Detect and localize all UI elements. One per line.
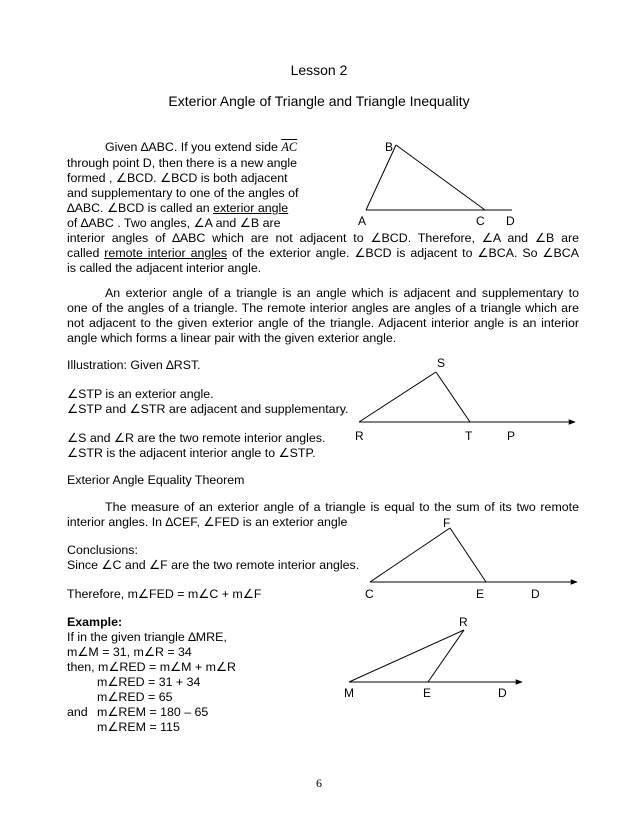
intro-line-6: of ∆ABC . Two angles, ∠A and ∠B are [67, 216, 281, 230]
fig1-label-b: B [385, 140, 394, 154]
fig1-label-a: A [358, 214, 367, 228]
intro-line-9: is called the adjacent interior angle. [67, 261, 262, 275]
segment-st [436, 372, 470, 422]
term-remote-interior-angles: remote interior angles [104, 246, 228, 260]
segment-bc [396, 145, 485, 210]
intro-line-2: through point D, then there is a new angle [67, 156, 298, 170]
theorem-line-1: The measure of an exterior angle of a triangle is equal to the sum of its two remote [105, 500, 579, 514]
example-line-7: m∠REM = 115 [97, 720, 180, 734]
example-line-4: m∠RED = 31 + 34 [97, 675, 201, 689]
example-line-6-prefix: and [67, 705, 88, 719]
illustration-line-3: ∠STP and ∠STR are adjacent and supplementary. [67, 402, 349, 416]
segment-ac: $\overline{AC}$ [281, 140, 298, 154]
fig2-label-p: P [507, 429, 516, 443]
fig4-label-r: R [459, 615, 468, 629]
example-line-3: then, m∠RED = m∠M + m∠R [67, 660, 236, 674]
theorem-line-2: interior angles. In ∆CEF, ∠FED is an exterior angle [67, 515, 348, 529]
illustration-line-1: Illustration: Given ∆RST. [67, 358, 201, 372]
fig4-label-e: E [423, 686, 432, 700]
fig2-label-t: T [465, 429, 473, 443]
illustration-line-2: ∠STP is an exterior angle. [67, 387, 214, 401]
example-title: Example: [67, 615, 123, 629]
definition-line-2: one of the angles of a triangle. The remote interior angles are angles of a triangle which are [67, 301, 579, 315]
intro-line-5: ∆ABC. ∠BCD is called an exterior angle [67, 201, 289, 215]
illustration-line-4: ∠S and ∠R are the two remote interior angles. [67, 431, 326, 445]
conclusion-therefore: Therefore, m∠FED = m∠C + m∠F [67, 587, 262, 601]
intro-line-7: interior angles of ∆ABC which are not adjacent to ∠BCD. Therefore, ∠A and ∠B are [67, 231, 579, 245]
term-exterior-angle: exterior angle [213, 201, 289, 215]
conclusion-since: Since ∠C and ∠F are the two remote interior angles. [67, 558, 360, 572]
segment-mr [349, 630, 464, 682]
triangle-mre-figure [349, 630, 522, 682]
fig4-label-d: D [498, 686, 507, 700]
example-line-5: m∠RED = 65 [97, 690, 173, 704]
intro-line-3: formed , ∠BCD. ∠BCD is both adjacent [67, 171, 288, 185]
fig4-label-m: M [344, 686, 354, 700]
fig1-label-c: C [476, 214, 485, 228]
conclusions-label: Conclusions: [67, 543, 138, 557]
intro-line-8: called remote interior angles of the exterior angle. ∠BCD is adjacent to ∠BCA. So ∠BCA [67, 246, 579, 260]
fig3-label-e: E [476, 587, 485, 601]
illustration-line-5: ∠STR is the adjacent interior angle to ∠STP. [67, 446, 316, 460]
example-line-6: m∠REM = 180 – 65 [97, 705, 209, 719]
example-line-1: If in the given triangle ∆MRE, [67, 630, 227, 644]
fig2-label-s: S [437, 356, 446, 370]
fig2-label-r: R [355, 429, 364, 443]
segment-ab [366, 145, 396, 210]
definition-line-4: angle which forms a linear pair with the given exterior angle. [67, 331, 397, 345]
segment-cf [370, 528, 450, 582]
triangle-abc-figure [366, 145, 512, 210]
page-title: Exterior Angle of Triangle and Triangle Inequality [168, 93, 470, 109]
fig1-label-d: D [506, 214, 515, 228]
fig3-label-c: C [365, 587, 374, 601]
segment-fe [450, 528, 486, 582]
fig3-label-d: D [531, 587, 540, 601]
triangle-rst-figure [359, 372, 575, 422]
triangle-cef-figure [370, 528, 577, 582]
theorem-title: Exterior Angle Equality Theorem [67, 473, 245, 487]
segment-rs [359, 372, 436, 422]
lesson-label: Lesson 2 [290, 62, 348, 78]
intro-line-4: and supplementary to one of the angles of [67, 186, 299, 200]
definition-line-3: not adjacent to the given exterior angle of the triangle. Adjacent interior angle is an interior [67, 316, 579, 330]
fig3-label-f: F [443, 516, 451, 530]
page-number: 6 [316, 776, 322, 790]
intro-line-1: Given ∆ABC. If you extend side $\overline{AC}$ [105, 140, 298, 154]
definition-line-1: An exterior angle of a triangle is an angle which is adjacent and supplementary to [105, 286, 579, 300]
example-line-2: m∠M = 31, m∠R = 34 [67, 645, 192, 659]
